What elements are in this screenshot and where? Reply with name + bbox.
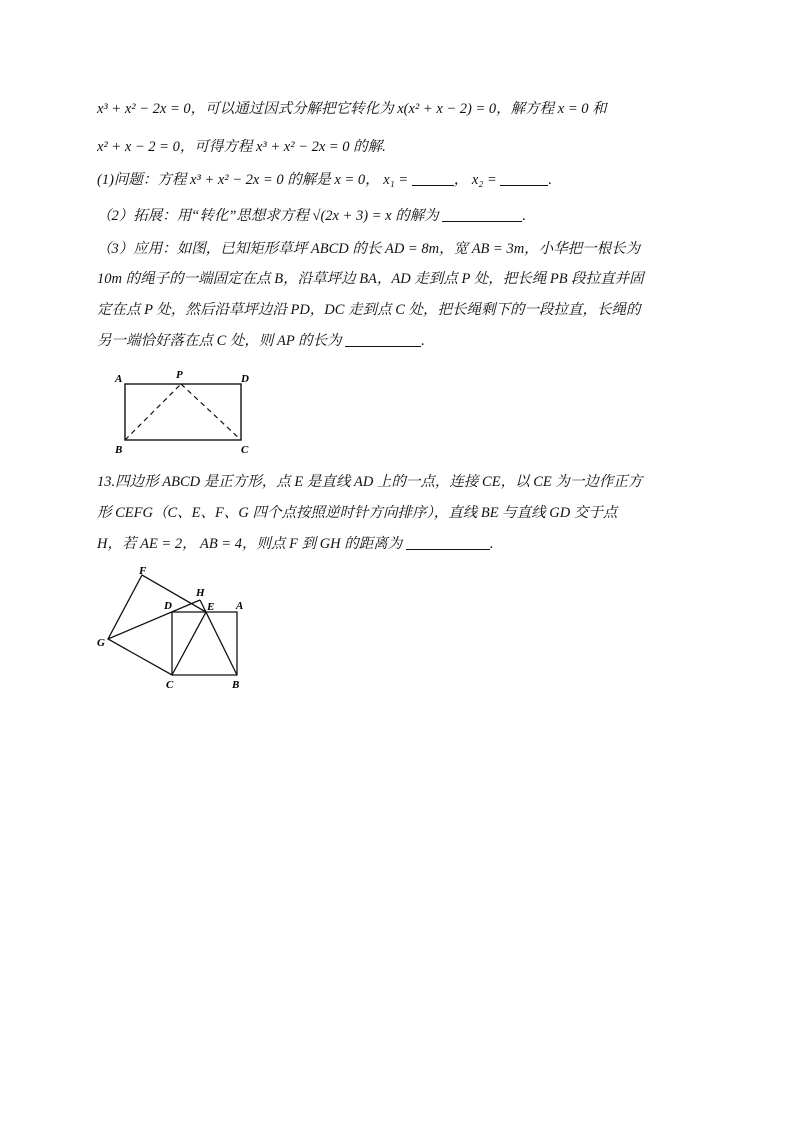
q1-text: (1)问题：方程 x³ + x² − 2x = 0 的解是 x = 0， xyxy=(97,172,380,188)
q2-text-a: （2）拓展：用“转化”思想求方程 xyxy=(97,208,313,224)
label-d: D xyxy=(164,600,172,612)
q3-line-2: 10m 的绳子的一端固定在点 B，沿草坪边 BA，AD 走到点 P 处，把长绳 PB 段拉直并固 xyxy=(97,271,644,287)
question-2 xyxy=(97,206,526,226)
square-abcd xyxy=(172,612,237,675)
q3-line-1: （3）应用：如图，已知矩形草坪 ABCD 的长 AD = 8m，宽 AB = 3m，小华把一根长为 xyxy=(97,241,641,257)
square-cefg xyxy=(108,575,206,675)
rectangle-abcd xyxy=(125,384,241,440)
label-b: B xyxy=(232,679,240,691)
q2-text-b: 的解为 xyxy=(391,208,439,224)
label-b: B xyxy=(115,444,123,456)
line-be xyxy=(200,600,237,675)
question-1 xyxy=(97,170,552,190)
q1-end: . xyxy=(548,172,553,188)
q13-end: . xyxy=(489,536,494,552)
q13-line-1: 13.四边形 ABCD 是正方形，点 E 是直线 AD 上的一点，连接 CE，以 CE 为一边作正方 xyxy=(97,474,643,490)
intro-line-1-c: ，解方程 x = 0 和 xyxy=(496,101,607,117)
q1-x1-label: x₁ = xyxy=(383,172,409,188)
label-c: C xyxy=(166,679,174,691)
label-g: G xyxy=(97,637,105,649)
intro-line-1 xyxy=(97,99,607,119)
label-h: H xyxy=(196,587,205,599)
line-gd xyxy=(108,600,200,639)
q3-line-3: 定在点 P 处，然后沿草坪边沿 PD，DC 走到点 C 处，把长绳剩下的一段拉直，长绳的 xyxy=(97,302,641,318)
label-e: E xyxy=(207,601,215,613)
q3-line-4-text: 另一端恰好落在点 C 处，则 AP 的长为 xyxy=(97,333,342,349)
q13-line-2: 形 CEFG（C、E、F、G 四个点按照逆时针方向排序），直线 BE 与直线 GD 交于点 xyxy=(97,505,618,521)
label-a: A xyxy=(115,373,123,385)
segment-pc xyxy=(181,384,241,440)
label-a: A xyxy=(236,600,244,612)
intro-line-1-b: x(x² + x − 2) = 0 xyxy=(397,101,497,117)
segment-pb xyxy=(125,384,181,440)
q1-answer-blank-2[interactable] xyxy=(500,171,548,186)
q3-line-4 xyxy=(97,331,425,351)
q1-sep: ， xyxy=(453,172,469,188)
q3-answer-blank[interactable] xyxy=(345,332,421,347)
q2-sqrt-equation: √(2x + 3) = x xyxy=(312,208,392,224)
q13-line-3-text: H，若 AE = 2， AB = 4，则点 F 到 GH 的距离为 xyxy=(97,536,403,552)
rectangle-figure xyxy=(105,365,265,460)
q13-line-3 xyxy=(97,534,494,554)
q13-answer-blank[interactable] xyxy=(406,535,490,550)
q2-answer-blank[interactable] xyxy=(442,207,522,222)
label-d: D xyxy=(241,373,249,385)
label-p: P xyxy=(176,369,183,381)
squares-figure xyxy=(95,562,260,692)
intro-line-2: x² + x − 2 = 0，可得方程 x³ + x² − 2x = 0 的解. xyxy=(97,139,386,155)
q2-end: . xyxy=(522,208,526,224)
label-f: F xyxy=(139,565,147,577)
q3-end: . xyxy=(421,333,425,349)
q1-x2-label: x₂ = xyxy=(471,172,497,188)
label-c: C xyxy=(241,444,249,456)
q1-answer-blank-1[interactable] xyxy=(412,171,454,186)
intro-line-1-a: x³ + x² − 2x = 0，可以通过因式分解把它转化为 xyxy=(97,101,398,117)
